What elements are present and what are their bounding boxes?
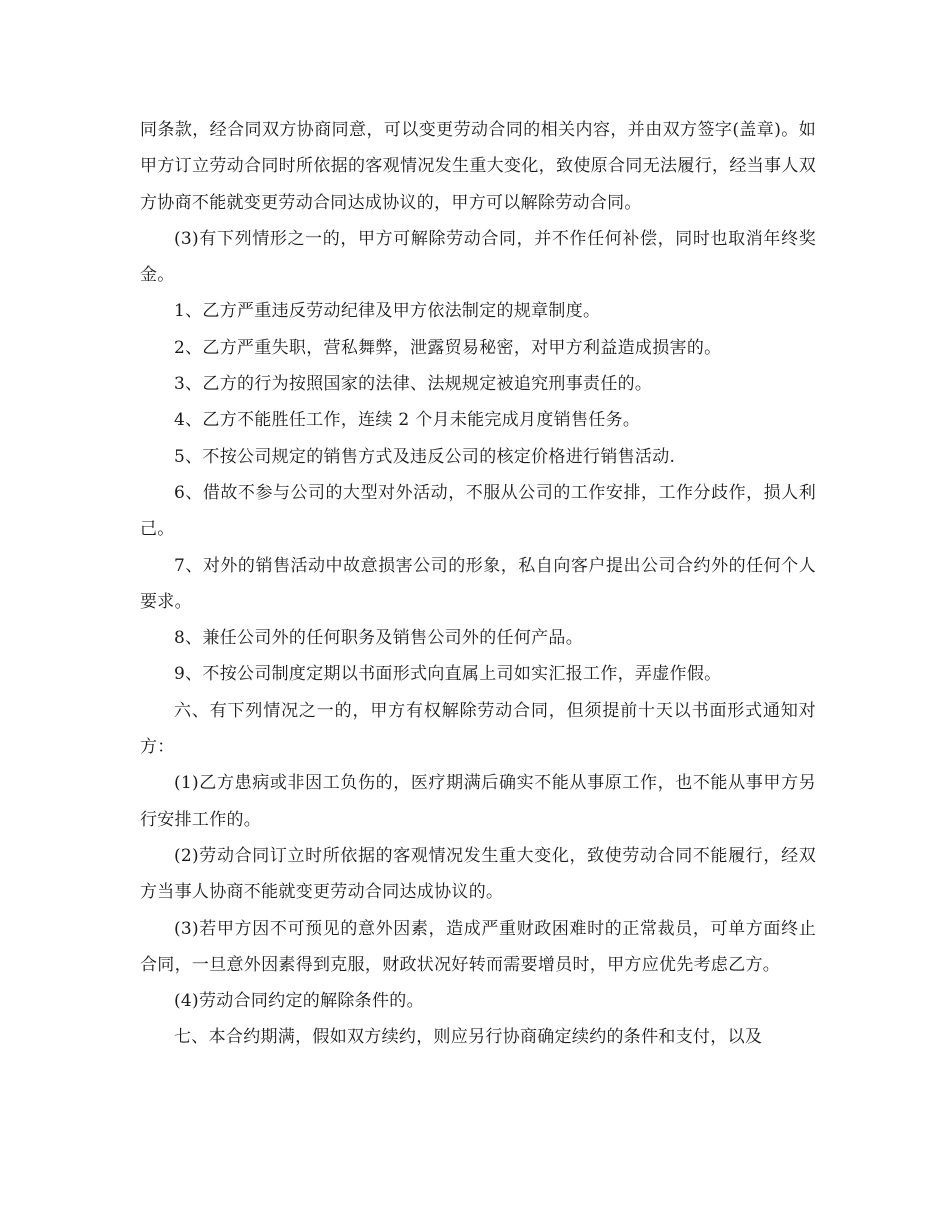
section-6-item-3: (3)若甲方因不可预见的意外因素，造成严重财政困难时的正常裁员，可单方面终止合同，一旦意外因素得到克服，财政状况好转而需要增员时，甲方应优先考虑乙方。 xyxy=(140,918,816,975)
list-item-8: 8、兼任公司外的任何职务及销售公司外的任何产品。 xyxy=(174,628,584,649)
section-6-item-1: (1)乙方患病或非因工负伤的，医疗期满后确实不能从事原工作，也不能从事甲方另行安排工作的。 xyxy=(140,773,816,830)
list-item-5: 5、不按公司规定的销售方式及违反公司的核定价格进行销售活动. xyxy=(174,446,676,467)
list-item-1: 1、乙方严重违反劳动纪律及甲方依法制定的规章制度。 xyxy=(174,301,601,322)
list-item-7: 7、对外的销售活动中故意损害公司的形象，私自向客户提出公司合约外的任何个人要求。 xyxy=(140,555,816,612)
section-6-item-4: (4)劳动合同约定的解除条件的。 xyxy=(174,991,424,1012)
section-7-heading: 七、本合约期满，假如双方续约，则应另行协商确定续约的条件和支付，以及 xyxy=(174,1027,763,1048)
list-item-4: 4、乙方不能胜任工作，连续 2 个月未能完成月度销售任务。 xyxy=(174,410,641,431)
document-body xyxy=(140,112,816,1056)
paragraph-clause-3-dismissal: (3)有下列情形之一的，甲方可解除劳动合同，并不作任何补偿，同时也取消年终奖金。 xyxy=(140,228,816,286)
list-item-3: 3、乙方的行为按照国家的法律、法规规定被追究刑事责任的。 xyxy=(174,374,653,395)
section-6-heading: 六、有下列情况之一的，甲方有权解除劳动合同，但须提前十天以书面形式通知对方： xyxy=(140,700,816,758)
paragraph-contract-change: 同条款，经合同双方协商同意，可以变更劳动合同的相关内容，并由双方签字(盖章)。如甲方订立劳动合同时所依据的客观情况发生重大变化，致使原合同无法履行，经当事人双方协商不能就变更劳动合同达成协议的，甲方可以解除劳动合同。 xyxy=(140,120,816,213)
section-6-item-2: (2)劳动合同订立时所依据的客观情况发生重大变化，致使劳动合同不能履行，经双方当事人协商不能就变更劳动合同达成协议的。 xyxy=(140,845,816,903)
list-item-9: 9、不按公司制度定期以书面形式向直属上司如实汇报工作，弄虚作假。 xyxy=(174,664,722,685)
list-item-2: 2、乙方严重失职，营私舞弊，泄露贸易秘密，对甲方利益造成损害的。 xyxy=(174,337,722,358)
list-item-6: 6、借故不参与公司的大型对外活动，不服从公司的工作安排，工作分歧作，损人利己。 xyxy=(140,482,816,540)
